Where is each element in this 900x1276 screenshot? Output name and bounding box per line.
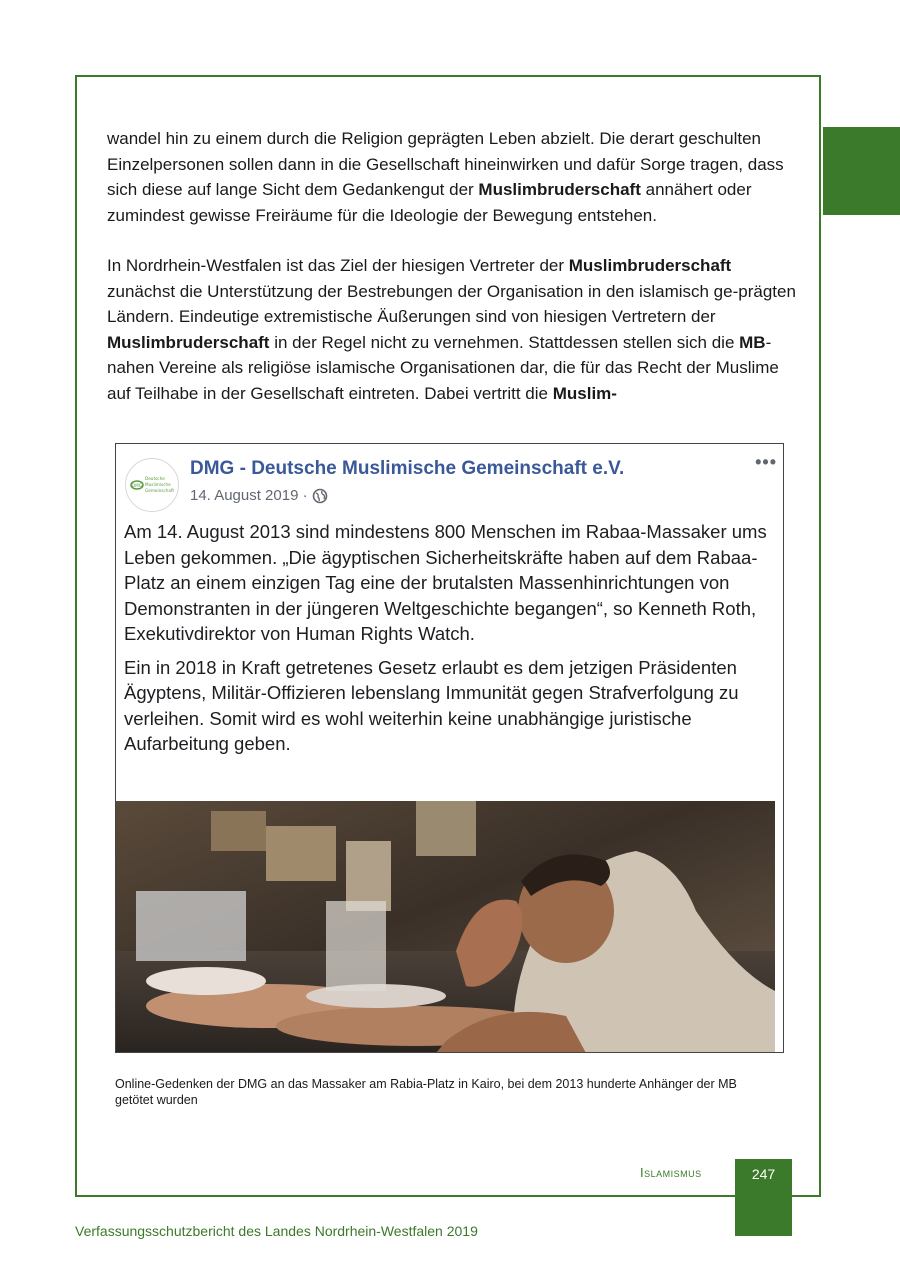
body-text bbox=[107, 126, 797, 431]
text-run: annähert oder zumindest gewisse Freiräume für die Ideologie der Bewegung entstehen. bbox=[107, 180, 752, 225]
post-text bbox=[124, 519, 774, 765]
paragraph-2 bbox=[107, 253, 797, 406]
bold-term: Muslimbruderschaft bbox=[568, 256, 732, 275]
section-label: Islamismus bbox=[640, 1165, 702, 1180]
svg-text:Deutsche: Deutsche bbox=[145, 476, 165, 481]
page-name-link[interactable]: DMG - Deutsche Muslimische Gemeinschaft e.V. bbox=[190, 458, 625, 479]
svg-text:Gemeinschaft: Gemeinschaft bbox=[145, 488, 175, 493]
text-run: wandel hin zu einem durch die Religion geprägten Leben abzielt. Die derart geschulten Einzelpersonen sollen dann in die Gesellschaft hineinwirken und dafür Sorge tragen, dass sich diese auf lange Sicht dem Gedankengut der bbox=[107, 129, 784, 199]
text-run: zunächst die Unterstützung der Bestrebungen der Organisation in den islamisch ge-prägten Ländern. Eindeutige extremistische Äußerungen sind von hiesigen Vertretern der bbox=[107, 281, 796, 326]
text-run: -nahen Vereine als religiöse islamische Organisationen dar, die für das Recht der Muslime auf Teilhabe in der Gesellschaft eintreten. Dabei vertritt die bbox=[107, 332, 779, 403]
post-date[interactable]: 14. August 2019 · bbox=[190, 487, 308, 504]
bold-term: Muslimbruderschaft bbox=[478, 180, 641, 199]
bold-term: Muslimbruderschaft bbox=[107, 332, 270, 352]
footer-title: Verfassungsschutzbericht des Landes Nordrhein-Westfalen 2019 bbox=[75, 1223, 478, 1239]
post-paragraph-2: Ein in 2018 in Kraft getretenes Gesetz erlaubt es dem jetzigen Präsidenten Ägyptens, Militär-Offizieren lebenslang Immunität gegen Strafverfolgung zu verleihen. Somit wird es wohl weiterhin keine unabhängige juristische Aufarbeitung geben. bbox=[124, 656, 739, 754]
paragraph-1 bbox=[107, 126, 797, 228]
bold-term: MB bbox=[739, 332, 766, 352]
page-number: 247 bbox=[751, 1166, 776, 1182]
dmg-logo-icon bbox=[126, 459, 178, 511]
more-options-icon[interactable]: ••• bbox=[755, 452, 777, 472]
post-meta bbox=[190, 487, 328, 504]
chapter-tab bbox=[823, 127, 900, 215]
globe-icon bbox=[312, 488, 328, 504]
bold-term: Muslim- bbox=[552, 383, 617, 403]
figure-caption: Online-Gedenken der DMG an das Massaker am Rabia-Platz in Kairo, bei dem 2013 hunderte Anhänger der MB getötet wurden bbox=[115, 1077, 737, 1107]
facebook-post bbox=[115, 443, 784, 1053]
svg-text:DMG: DMG bbox=[132, 483, 142, 488]
page-number-box bbox=[735, 1159, 792, 1236]
text-run: In Nordrhein-Westfalen ist das Ziel der hiesigen Vertreter der bbox=[107, 256, 569, 275]
text-run: in der Regel nicht zu vernehmen. Stattdessen stellen sich die bbox=[269, 332, 740, 352]
post-paragraph-1: Am 14. August 2013 sind mindestens 800 Menschen im Rabaa-Massaker ums Leben gekommen. „Die ägyptischen Sicherheitskräfte haben auf dem Rabaa-Platz an einem einzigen Tag eine der brutalsten Massenhinrichtungen von Demonstranten in der jüngeren Weltgeschichte begangen“, so Kenneth Roth, Exekutivdirektor von Human Rights Watch. bbox=[124, 521, 767, 644]
svg-text:Muslimische: Muslimische bbox=[145, 482, 171, 487]
page-avatar bbox=[125, 458, 179, 512]
post-photo[interactable] bbox=[116, 801, 775, 1053]
